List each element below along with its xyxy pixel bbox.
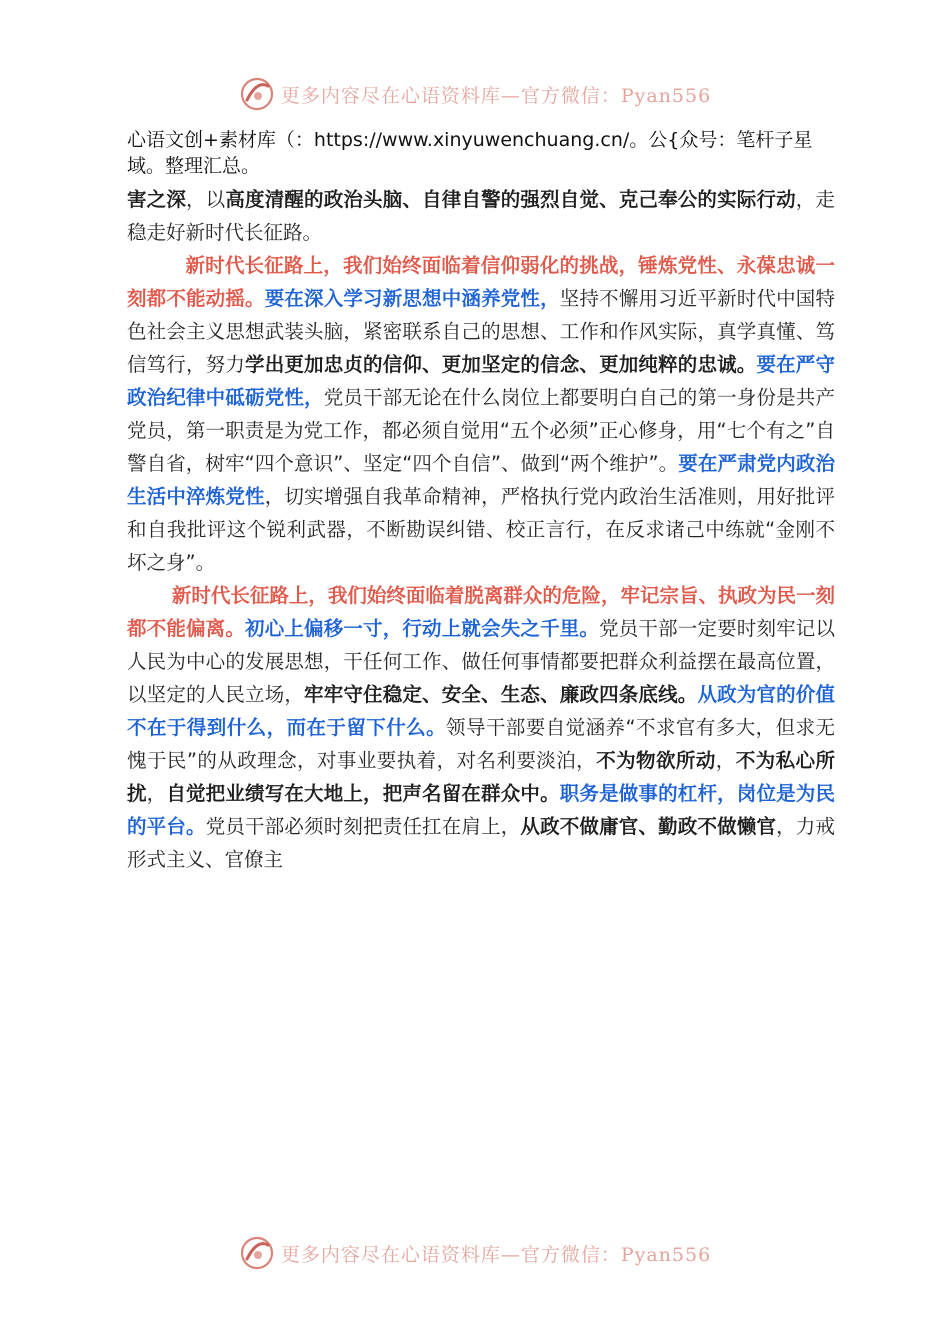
emphasis-text: 从政不做庸官、勤政不做懒官 bbox=[520, 815, 777, 838]
watermark-text: 更多内容尽在心语资料库—官方微信：Pyan556 bbox=[280, 84, 712, 107]
emphasis-text: 自觉把业绩写在大地上，把声名留在群众中。 bbox=[166, 782, 560, 805]
text-run: ，切实增强自我革命精神，严格执行党内政治生活准则，用好批评和自我批评这个锐利武器，不断勘误纠错、校正言行，在反求诸己中练就“金刚不坏之身”。 bbox=[127, 485, 835, 574]
paragraph-masses bbox=[127, 579, 835, 876]
watermark-text: 更多内容尽在心语资料库—官方微信：Pyan556 bbox=[280, 1243, 712, 1266]
section-heading: 新时代长征路上，我们始终面临着信仰弱化的挑战，锤炼党性、永葆忠诚一刻都不能动摇。 bbox=[127, 254, 835, 310]
point-heading: 初心上偏移一寸，行动上就会失之千里。 bbox=[245, 617, 600, 640]
text-run: ，以 bbox=[186, 188, 226, 211]
document-body bbox=[127, 183, 835, 876]
paragraph-continuation bbox=[127, 183, 835, 249]
text-run: ，力戒形式主义、官僚主 bbox=[127, 815, 835, 871]
source-header: 心语文创+素材库（：https://www.xinyuwenchuang.cn/。公{众号：笔杆子星域。整理汇总。 bbox=[127, 129, 813, 177]
text-run: 领导干部要自觉涵养“不求官有多大，但求无愧于民”的从政理念，对事业要执着，对名利要淡泊， bbox=[127, 716, 835, 772]
watermark-bottom bbox=[0, 1231, 950, 1275]
emphasis-text: 学出更加忠贞的信仰、更加坚定的信念、更加纯粹的忠诚。 bbox=[245, 353, 757, 376]
emphasis-text: 不为物欲所动 bbox=[596, 749, 716, 772]
text-run: ，走稳走好新时代长征路。 bbox=[127, 188, 835, 244]
seal-logo-icon bbox=[239, 76, 275, 112]
section-heading: 新时代长征路上，我们始终面临着脱离群众的危险，牢记宗旨、执政为民一刻都不能偏离。 bbox=[127, 584, 835, 640]
text-run: ， bbox=[146, 782, 167, 805]
text-run: 坚持不懈用习近平新时代中国特色社会主义思想武装头脑，紧密联系自己的思想、工作和作风实际，真学真懂、笃信笃行，努力 bbox=[127, 287, 835, 376]
seal-logo-icon bbox=[239, 1235, 275, 1271]
emphasis-text: 牢牢守住稳定、安全、生态、廉政四条底线。 bbox=[304, 683, 698, 706]
point-heading: 要在严守政治纪律中砥砺党性， bbox=[127, 353, 835, 409]
watermark-top bbox=[0, 72, 950, 116]
point-heading: 从政为官的价值不在于得到什么，而在于留下什么。 bbox=[127, 683, 835, 739]
text-run: 党员干部必须时刻把责任扛在肩上， bbox=[205, 815, 521, 838]
paragraph-faith bbox=[127, 249, 835, 579]
text-run: 党员干部一定要时刻牢记以人民为中心的发展思想，干任何工作、做任何事情都要把群众利益摆在最高位置，以坚定的人民立场， bbox=[127, 617, 835, 706]
point-heading: 要在严肃党内政治生活中淬炼党性 bbox=[127, 452, 835, 508]
text-run: 高度清醒的政治头脑、自律自警的强烈自觉、克己奉公的实际行动 bbox=[225, 188, 796, 211]
text-run: 党员干部无论在什么岗位上都要明白自己的第一身份是共产党员，第一职责是为党工作，都必须自觉用“五个必须”正心修身，用“七个有之”自警自省，树牢“四个意识”、坚定“四个自信”、做到“两个维护”。 bbox=[127, 386, 835, 475]
point-heading: 职务是做事的杠杆，岗位是为民的平台。 bbox=[127, 782, 835, 838]
text-run: 害之深 bbox=[127, 188, 187, 211]
point-heading: 要在深入学习新思想中涵养党性， bbox=[264, 287, 560, 310]
emphasis-text: 不为私心所扰 bbox=[127, 749, 835, 805]
text-run: ， bbox=[715, 749, 736, 772]
